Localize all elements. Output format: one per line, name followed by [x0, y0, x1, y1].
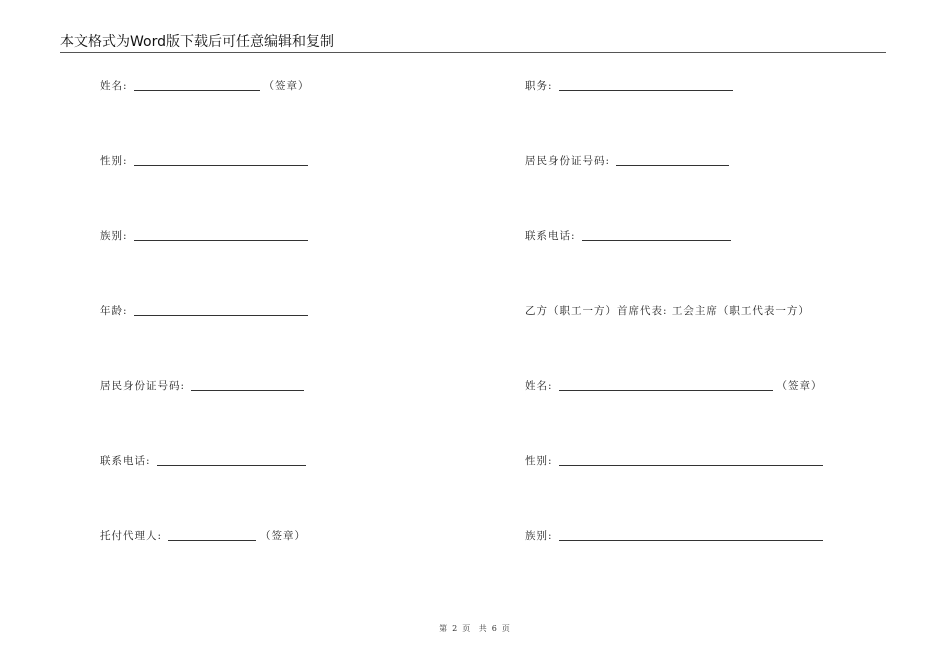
- phone-blank-line[interactable]: [582, 230, 731, 241]
- field-label: 姓名:: [525, 380, 553, 392]
- right-phone-field: [525, 229, 735, 243]
- page-prefix: 第: [439, 624, 449, 633]
- field-label: 居民身份证号码:: [525, 155, 611, 167]
- left-name-field: [100, 79, 310, 93]
- right-ethnicity-field: [525, 529, 827, 543]
- field-label: 性别:: [100, 155, 128, 167]
- field-label: 联系电话:: [100, 455, 151, 467]
- agent-blank-line[interactable]: [168, 530, 256, 541]
- left-agent-field: [100, 529, 306, 543]
- total-unit: 页: [501, 624, 511, 633]
- name-blank-line[interactable]: [134, 80, 260, 91]
- age-blank-line[interactable]: [134, 305, 308, 316]
- position-blank-line[interactable]: [559, 80, 733, 91]
- left-id-number-field: [100, 379, 308, 393]
- gender-blank-line[interactable]: [134, 155, 308, 166]
- page-footer: [0, 623, 950, 634]
- total-pages: 6: [491, 624, 498, 633]
- field-label: 托付代理人:: [100, 530, 163, 542]
- signature-stamp-note: （签章）: [260, 530, 307, 542]
- right-id-number-field: [525, 154, 733, 168]
- ethnicity-blank-line[interactable]: [134, 230, 308, 241]
- field-label: 联系电话:: [525, 230, 576, 242]
- document-header-title: 本文格式为Word版下载后可任意编辑和复制: [60, 34, 334, 50]
- field-label: 姓名:: [100, 80, 128, 92]
- right-name-field: [525, 379, 823, 393]
- left-gender-field: [100, 154, 312, 168]
- field-label: 性别:: [525, 455, 553, 467]
- field-label: 族别:: [100, 230, 128, 242]
- signature-stamp-note: （签章）: [263, 80, 310, 92]
- page-unit: 页: [462, 624, 472, 633]
- phone-blank-line[interactable]: [157, 455, 306, 466]
- party-b-heading: 乙方（职工一方）首席代表: 工会主席（职工代表一方）: [525, 305, 810, 317]
- party-b-representative-line: [525, 304, 810, 318]
- left-phone-field: [100, 454, 310, 468]
- signature-stamp-note: （签章）: [776, 380, 823, 392]
- left-ethnicity-field: [100, 229, 312, 243]
- field-label: 职务:: [525, 80, 553, 92]
- left-age-field: [100, 304, 312, 318]
- field-label: 族别:: [525, 530, 553, 542]
- field-label: 年龄:: [100, 305, 128, 317]
- total-prefix: 共: [478, 624, 488, 633]
- page-number: 2: [452, 624, 459, 633]
- id-number-blank-line[interactable]: [191, 380, 304, 391]
- field-label: 居民身份证号码:: [100, 380, 186, 392]
- name-blank-line[interactable]: [559, 380, 773, 391]
- id-number-blank-line[interactable]: [616, 155, 729, 166]
- header-divider: [60, 52, 886, 53]
- right-gender-field: [525, 454, 827, 468]
- right-position-field: [525, 79, 737, 93]
- ethnicity-blank-line[interactable]: [559, 530, 823, 541]
- gender-blank-line[interactable]: [559, 455, 823, 466]
